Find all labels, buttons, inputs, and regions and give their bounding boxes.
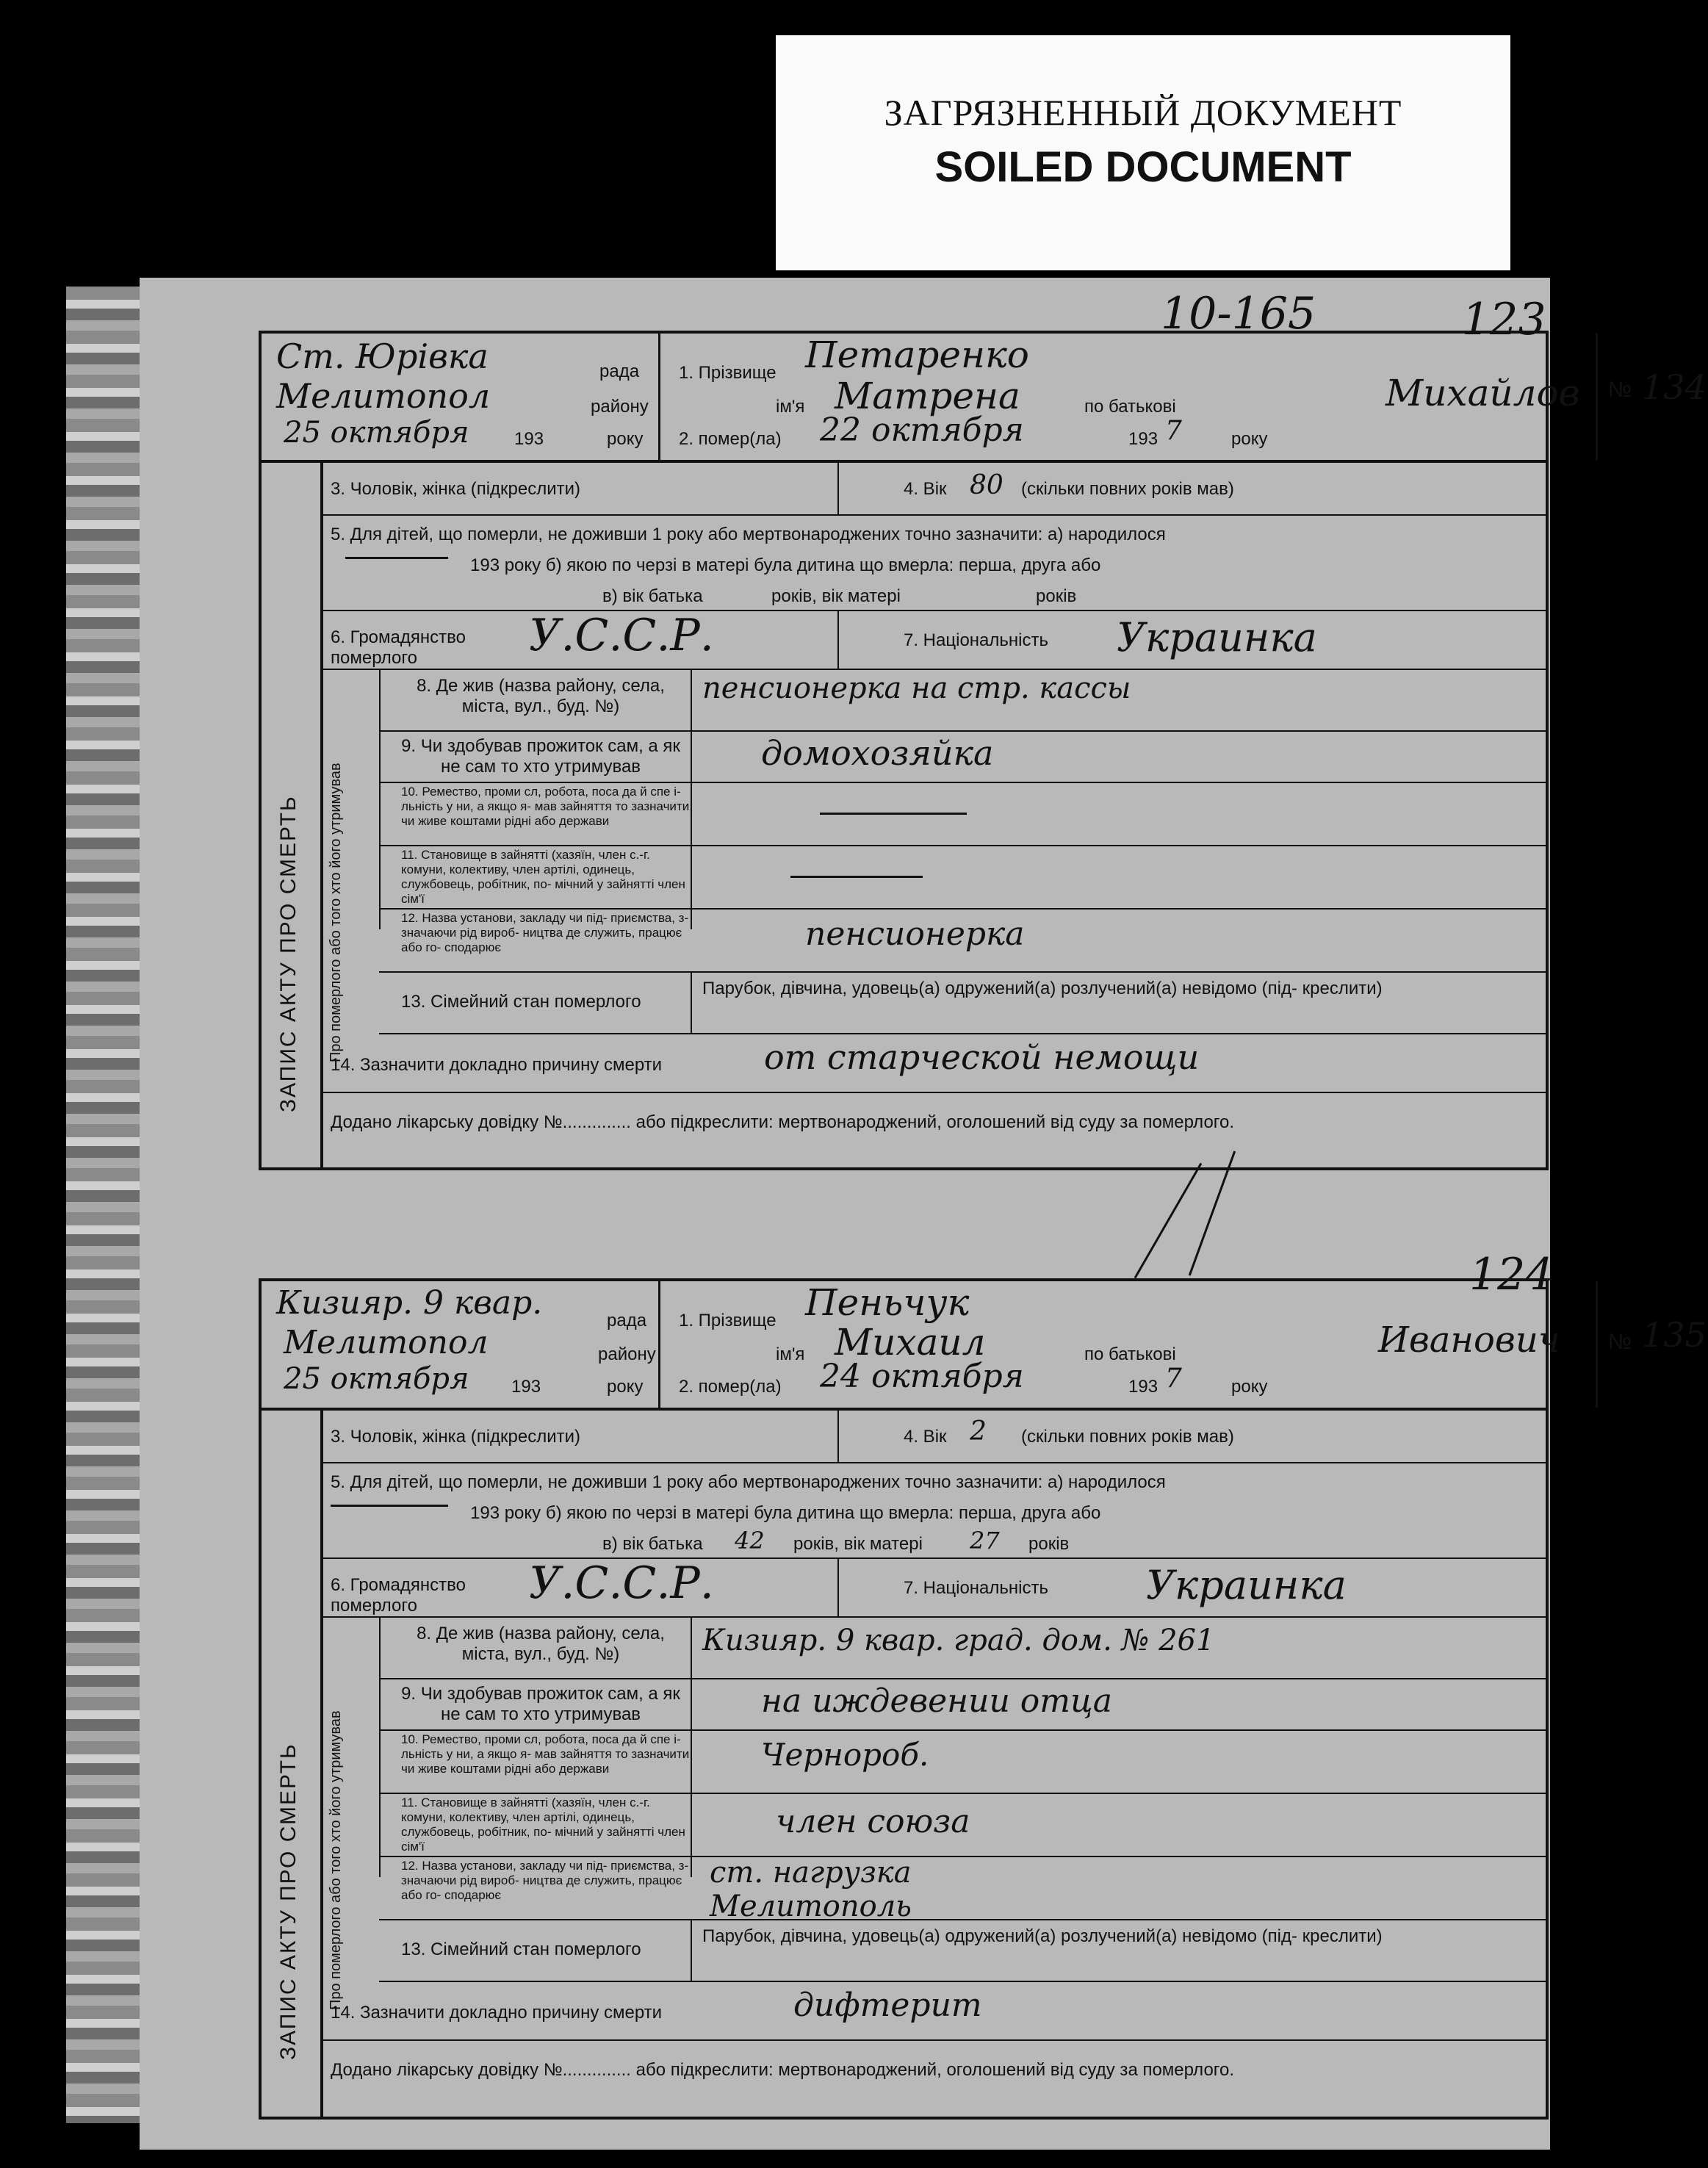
side-title: ЗАПИС АКТУ ПРО СМЕРТЬ (276, 1743, 300, 2060)
died-roku-label: року (1231, 1377, 1268, 1397)
record-number: 134 (1642, 367, 1707, 407)
died-label: 2. помер(ла) (679, 429, 782, 449)
age-label: 4. Вік (904, 1427, 947, 1447)
row-occupation (379, 1729, 1546, 1794)
reg-date-value: 25 октября (284, 1362, 469, 1396)
father-age-label: в) вік батька (602, 1534, 703, 1554)
children-line-2: 193 року б) якою по черзі в матері була дитина що вмерла: перша, друга або (470, 555, 1101, 575)
nationality-value: Украинка (1117, 614, 1317, 660)
nationality-value: Украинка (1146, 1562, 1347, 1608)
children-line-2: 193 року б) якою по черзі в матері була дитина що вмерла: перша, друга або (470, 1503, 1101, 1523)
occupation-value: Чернороб. (761, 1737, 929, 1773)
citizenship-label: 6. Громадянство померлого (331, 627, 466, 668)
cause-value: дифтерит (793, 1987, 982, 2024)
mother-age-label: років, вік матері (793, 1534, 923, 1554)
status-value: член союза (776, 1803, 970, 1840)
nationality-label: 7. Національність (904, 1578, 1048, 1598)
livelihood-value: домохозяйка (761, 733, 994, 773)
died-year-label: 193 (1128, 1377, 1159, 1397)
soiled-document-stamp (776, 35, 1510, 270)
marital-options: Парубок, дівчина, удовець(а) одружений(а) розлучений(а) невідомо (під- креслити) (702, 1926, 1383, 1946)
surname-label: 1. Прізвище (679, 1311, 776, 1330)
name-value: Матрена (835, 375, 1020, 417)
reg-date-value: 25 октября (284, 416, 469, 450)
row-marital (379, 971, 1546, 1034)
died-roku-label: року (1231, 429, 1268, 449)
father-age-value: 42 (735, 1527, 765, 1555)
died-value: 24 октября (820, 1358, 1024, 1395)
cause-label: 14. Зазначити докладно причину смерти (331, 2003, 663, 2023)
died-year-value: 7 (1165, 416, 1182, 446)
council-value: Ст. Юрівка (276, 336, 489, 376)
died-value: 22 октября (820, 411, 1024, 449)
row-marital (379, 1919, 1546, 1982)
council-value: Кизияр. 9 квар. (276, 1284, 543, 1322)
rada-label: рада (607, 1311, 647, 1330)
mother-age-label: років, вік матері (771, 586, 901, 606)
sex-label: 3. Чоловік, жінка (підкреслити) (331, 1427, 581, 1447)
marital-label: 13. Сімейний стан померлого (401, 1940, 641, 1959)
residence-label: 8. Де жив (назва району, села, міста, вул., буд. №) (417, 676, 665, 716)
registry-info (262, 334, 660, 460)
employer-label: 12. Назва установи, закладу чи під- приємства, з-значаючи рід вироб- ництва де служить, працює або го- сподарює (401, 1859, 689, 1902)
reg-year-label: 193 (511, 1377, 541, 1397)
citizenship-value: У.С.С.Р. (529, 1557, 714, 1609)
row-sex-age (323, 1408, 1546, 1463)
row-livelihood (379, 1678, 1546, 1731)
children-line-1: 5. Для дітей, що померли, не доживши 1 року або мертвонароджених точно зазначити: а) народилося (331, 525, 1166, 544)
stamp-line-2: SOILED DOCUMENT (934, 143, 1352, 191)
name-label: ім'я (776, 397, 805, 417)
footer-note: Додано лікарську довідку №.............. або підкреслити: мертвонароджений, оголошений від суду за померлого. (331, 1112, 1235, 1132)
marital-options: Парубок, дівчина, удовець(а) одружений(а) розлучений(а) невідомо (під- креслити) (702, 979, 1383, 998)
page-number-bottom: 124 (1469, 1249, 1554, 1300)
age-note: (скільки повних років мав) (1021, 479, 1234, 499)
row-children (323, 1462, 1546, 1559)
record-header (262, 334, 1707, 463)
row-cause (323, 1981, 1546, 2041)
row-residence (379, 669, 1546, 732)
died-label: 2. помер(ла) (679, 1377, 782, 1397)
nationality-label: 7. Національність (904, 630, 1048, 650)
record-number-box (1596, 1281, 1708, 1408)
row-citizenship (323, 610, 1546, 670)
row-sex-age (323, 460, 1546, 516)
years-label: років (1036, 586, 1077, 606)
rada-label: рада (599, 361, 640, 381)
livelihood-label: 9. Чи здобував прожиток сам, а як не сам то хто утримував (401, 1684, 680, 1724)
patronymic-value: Михайлов (1386, 372, 1580, 414)
name-value: Михаил (835, 1321, 986, 1364)
stamp-line-1: ЗАГРЯЗНЕННЫЙ ДОКУМЕНТ (884, 92, 1402, 133)
sex-label: 3. Чоловік, жінка (підкреслити) (331, 479, 581, 499)
employer-value: пенсионерка (805, 915, 1025, 953)
cause-value: от старческой немощи (764, 1037, 1200, 1077)
roku-label: року (607, 429, 644, 449)
age-value: 80 (970, 470, 1003, 500)
years-label: років (1028, 1534, 1070, 1554)
record-header (262, 1281, 1707, 1411)
children-line-1: 5. Для дітей, що померли, не доживши 1 року або мертвонароджених точно зазначити: а) народилося (331, 1472, 1166, 1492)
status-label: 11. Становище в зайнятті (хазяїн, член с.-г. комуни, колективу, член артілі, одинець, службовець, робітник, по- мічний у зайнятті член сім'ї (401, 1796, 685, 1854)
roku-label: року (607, 1377, 644, 1397)
citizenship-value: У.С.С.Р. (529, 610, 714, 661)
deceased-identity (658, 1281, 1602, 1408)
top-scribble: 10-165 (1161, 288, 1316, 339)
registry-info (262, 1281, 660, 1408)
age-note: (скільки повних років мав) (1021, 1427, 1234, 1447)
district-value: Мелитопол (276, 376, 491, 416)
rayonu-label: району (591, 397, 649, 417)
age-label: 4. Вік (904, 479, 947, 499)
row-residence (379, 1616, 1546, 1679)
row-children (323, 514, 1546, 611)
district-value: Мелитопол (284, 1324, 489, 1361)
reg-year-label: 193 (514, 429, 544, 449)
surname-value: Пеньчук (805, 1281, 970, 1324)
surname-value: Петаренко (805, 334, 1029, 376)
rayonu-label: району (598, 1344, 656, 1364)
residence-label: 8. Де жив (назва району, села, міста, вул., буд. №) (417, 1624, 665, 1664)
row-status (379, 1793, 1546, 1857)
marital-label: 13. Сімейний стан померлого (401, 992, 641, 1012)
occupation-label: 10. Ремество, проми сл, робота, поса да й спе і-льність у ни, а якщо я- мав зайняття то зазначити, чи живе коштами рідні або держави (401, 785, 693, 828)
age-value: 2 (970, 1416, 987, 1447)
residence-value: Кизияр. 9 квар. град. дом. № 261 (702, 1624, 1215, 1657)
row-citizenship (323, 1557, 1546, 1618)
record-number-box (1596, 334, 1708, 460)
status-label: 11. Становище в зайнятті (хазяїн, член с.-г. комуни, колективу, член артілі, одинець, службовець, робітник, по- мічний у зайнятті член сім'ї (401, 848, 685, 906)
name-label: ім'я (776, 1344, 805, 1364)
livelihood-value: на иждевении отца (761, 1682, 1112, 1720)
row-livelihood (379, 730, 1546, 783)
employer-value: ст. нагрузка Мелитополь (710, 1856, 912, 1923)
row-employer (379, 1856, 1546, 1923)
livelihood-label: 9. Чи здобував прожиток сам, а як не сам то хто утримував (401, 736, 680, 777)
side-subtitle: Про померлого або того хто його утримував (328, 1710, 344, 2010)
row-status (379, 845, 1546, 910)
record-number: 135 (1642, 1315, 1707, 1355)
row-employer (379, 908, 1546, 973)
record-body (320, 1408, 1546, 2117)
number-sign: № (1608, 378, 1632, 402)
residence-value: пенсионерка на стр. кассы (702, 671, 1131, 705)
citizenship-label: 6. Громадянство померлого (331, 1575, 466, 1616)
record-body (320, 460, 1546, 1167)
number-sign: № (1608, 1330, 1632, 1354)
death-record-1 (259, 331, 1707, 1170)
employer-label: 12. Назва установи, закладу чи під- приємства, з-значаючи рід вироб- ництва де служить, працює або го- сподарює (401, 911, 689, 954)
page-number-top: 123 (1462, 294, 1546, 345)
surname-label: 1. Прізвище (679, 363, 776, 383)
deceased-identity (658, 334, 1602, 460)
occupation-label: 10. Ремество, проми сл, робота, поса да й спе і-льність у ни, а якщо я- мав зайняття то зазначити, чи живе коштами рідні або держави (401, 1732, 693, 1776)
footer-note: Додано лікарську довідку №.............. або підкреслити: мертвонароджений, оголошений від суду за померлого. (331, 2060, 1235, 2080)
patronymic-label: по батькові (1084, 1344, 1176, 1364)
died-year-label: 193 (1128, 429, 1159, 449)
patronymic-label: по батькові (1084, 397, 1176, 417)
row-cause (323, 1033, 1546, 1093)
mother-age-value: 27 (970, 1527, 1000, 1555)
patronymic-value: Иванович (1378, 1319, 1560, 1361)
father-age-label: в) вік батька (602, 586, 703, 606)
side-subtitle: Про померлого або того хто його утримував (328, 763, 344, 1062)
death-record-2 (259, 1278, 1707, 2120)
died-year-value: 7 (1165, 1364, 1182, 1394)
side-title: ЗАПИС АКТУ ПРО СМЕРТЬ (276, 795, 300, 1112)
row-occupation (379, 782, 1546, 846)
cause-label: 14. Зазначити докладно причину смерти (331, 1055, 663, 1075)
